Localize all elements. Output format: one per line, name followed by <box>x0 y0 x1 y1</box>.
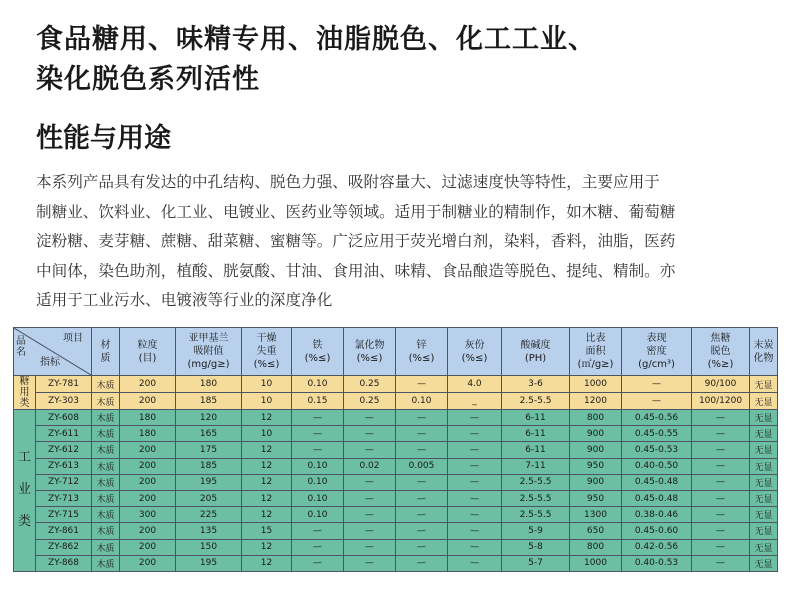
table-cell: — <box>692 539 750 555</box>
table-cell: 0.45-0.48 <box>622 490 692 506</box>
table-cell: 无显 <box>750 393 778 410</box>
table-cell: 800 <box>570 410 622 426</box>
header-text: 材 <box>100 339 111 351</box>
table-cell: — <box>344 523 396 539</box>
table-cell: — <box>448 539 502 555</box>
header-text: (㎡/g≥) <box>577 359 614 370</box>
col-header-iron <box>292 328 344 376</box>
table-cell: 无显 <box>750 555 778 571</box>
header-text: 化物 <box>753 352 774 364</box>
spec-table <box>13 327 778 572</box>
table-cell: 无显 <box>750 539 778 555</box>
table-cell: 无显 <box>750 458 778 474</box>
table-cell: 木质 <box>92 490 120 506</box>
table-cell: 6-11 <box>502 442 570 458</box>
col-header-material <box>92 328 120 376</box>
col-header-drying-loss <box>242 328 292 376</box>
title-line-2: 染化脱色系列活性 <box>36 64 260 95</box>
table-cell: 12 <box>242 458 292 474</box>
table-cell: 180 <box>120 410 176 426</box>
table-cell: 1200 <box>570 393 622 410</box>
header-text: 灰份 <box>464 339 485 351</box>
spec-table-body <box>14 376 778 572</box>
table-cell: 120 <box>176 410 242 426</box>
col-header-particle-size <box>120 328 176 376</box>
table-cell: — <box>692 490 750 506</box>
table-cell: 200 <box>120 376 176 393</box>
table-cell: 0.45-0.55 <box>622 426 692 442</box>
table-cell: 150 <box>176 539 242 555</box>
header-text: 比表 <box>585 333 606 344</box>
table-cell: 15 <box>242 523 292 539</box>
col-header-surface-area <box>570 328 622 376</box>
table-cell: — <box>344 507 396 523</box>
header-text: 焦糖 <box>710 333 731 344</box>
table-row <box>14 474 778 490</box>
table-cell: — <box>292 523 344 539</box>
table-cell: — <box>396 539 448 555</box>
table-cell: — <box>448 490 502 506</box>
col-header-caramel <box>692 328 750 376</box>
table-cell: 12 <box>242 555 292 571</box>
col-header-zinc <box>396 328 448 376</box>
table-cell: 12 <box>242 490 292 506</box>
table-cell: — <box>448 458 502 474</box>
table-cell: 0.005 <box>396 458 448 474</box>
table-cell: — <box>622 376 692 393</box>
table-cell: — <box>396 410 448 426</box>
header-text: 密度 <box>646 346 667 357</box>
table-cell: 165 <box>176 426 242 442</box>
table-cell: 无显 <box>750 442 778 458</box>
header-text: 铁 <box>312 339 323 351</box>
table-cell: 0.15 <box>292 393 344 410</box>
table-cell: 185 <box>176 458 242 474</box>
table-cell: 180 <box>176 376 242 393</box>
table-cell: 225 <box>176 507 242 523</box>
table-cell: — <box>692 523 750 539</box>
table-cell: 200 <box>120 393 176 410</box>
table-cell: — <box>692 555 750 571</box>
table-cell: 0.25 <box>344 393 396 410</box>
col-header-ash <box>448 328 502 376</box>
table-cell: ZY-613 <box>36 458 92 474</box>
table-cell: 900 <box>570 426 622 442</box>
table-cell: 950 <box>570 458 622 474</box>
table-cell: ZY-303 <box>36 393 92 410</box>
header-text: 酸碱度 <box>520 339 551 351</box>
table-row <box>14 523 778 539</box>
table-cell: — <box>292 555 344 571</box>
table-cell: 10 <box>242 426 292 442</box>
group-label-char: 工 <box>17 450 31 466</box>
group-label-char: 用 <box>19 387 30 398</box>
header-text: 亚甲基兰 <box>188 333 229 344</box>
table-cell: 175 <box>176 442 242 458</box>
table-cell: 200 <box>120 490 176 506</box>
table-cell: 300 <box>120 507 176 523</box>
table-cell: 200 <box>120 539 176 555</box>
table-cell: — <box>448 410 502 426</box>
document-title <box>36 20 776 100</box>
table-cell: 12 <box>242 410 292 426</box>
table-cell: 2.5-5.5 <box>502 474 570 490</box>
table-cell: — <box>692 474 750 490</box>
header-text: (%≥) <box>707 359 734 370</box>
table-cell: 200 <box>120 474 176 490</box>
table-cell: — <box>396 523 448 539</box>
table-cell: ZY-715 <box>36 507 92 523</box>
table-cell: — <box>692 507 750 523</box>
table-cell: 200 <box>120 555 176 571</box>
table-cell: ZY-608 <box>36 410 92 426</box>
table-cell: 0.10 <box>396 393 448 410</box>
table-cell: ZY-862 <box>36 539 92 555</box>
table-cell: 木质 <box>92 410 120 426</box>
corner-indicator-label: 指标 <box>40 357 60 368</box>
table-cell: 无显 <box>750 376 778 393</box>
description-paragraph <box>36 168 784 316</box>
table-cell: — <box>692 410 750 426</box>
table-cell: 6-11 <box>502 426 570 442</box>
section-heading: 性能与用途 <box>36 123 171 154</box>
table-row <box>14 490 778 506</box>
table-cell: — <box>396 426 448 442</box>
table-cell: 2.5-5.5 <box>502 490 570 506</box>
col-header-ph <box>502 328 570 376</box>
table-cell: 200 <box>120 442 176 458</box>
table-row <box>14 442 778 458</box>
table-cell: 900 <box>570 474 622 490</box>
header-text: 表现 <box>646 333 667 344</box>
group-label-char: 类 <box>19 398 30 409</box>
table-cell: 0.10 <box>292 458 344 474</box>
header-text: 质 <box>100 352 111 364</box>
table-row <box>14 458 778 474</box>
table-cell: 木质 <box>92 393 120 410</box>
table-cell: 5-8 <box>502 539 570 555</box>
table-cell: 0.10 <box>292 507 344 523</box>
corner-name-label: 品名 <box>16 336 26 358</box>
table-row <box>14 555 778 571</box>
header-text: (%≤) <box>253 359 280 370</box>
description-line: 本系列产品具有发达的中孔结构、脱色力强、吸附容量大、过滤速度快等特性，主要应用于 <box>36 173 660 191</box>
table-cell: 205 <box>176 490 242 506</box>
table-cell: 200 <box>120 458 176 474</box>
table-cell: — <box>692 442 750 458</box>
table-cell: 5-9 <box>502 523 570 539</box>
table-cell: 无显 <box>750 474 778 490</box>
header-text: 粒度 <box>137 339 158 351</box>
table-cell: 0.10 <box>292 490 344 506</box>
table-cell: — <box>396 507 448 523</box>
table-cell: 1000 <box>570 555 622 571</box>
table-cell: 180 <box>120 426 176 442</box>
table-cell: 0.38-0.46 <box>622 507 692 523</box>
header-text: (PH) <box>524 352 547 364</box>
table-cell: 木质 <box>92 458 120 474</box>
table-row <box>14 410 778 426</box>
table-cell: — <box>396 490 448 506</box>
header-text: 锌 <box>416 339 427 351</box>
table-cell: 0.42-0.56 <box>622 539 692 555</box>
table-cell: 10 <box>242 393 292 410</box>
group-label-char: 业 <box>17 482 31 498</box>
corner-header <box>14 328 92 376</box>
header-text: (%≤) <box>461 352 488 364</box>
table-cell: 3-6 <box>502 376 570 393</box>
table-cell: — <box>396 474 448 490</box>
table-cell: 无显 <box>750 523 778 539</box>
table-cell: 木质 <box>92 442 120 458</box>
corner-item-label: 项目 <box>63 333 83 344</box>
table-cell: 无显 <box>750 410 778 426</box>
table-cell: — <box>692 458 750 474</box>
group-label-char: 糖 <box>19 376 30 387</box>
table-cell: — <box>344 490 396 506</box>
header-text: (%≤) <box>304 352 331 364</box>
table-cell: 6-11 <box>502 410 570 426</box>
table-cell: — <box>448 555 502 571</box>
table-cell: 0.45-0.53 <box>622 442 692 458</box>
table-cell: — <box>448 523 502 539</box>
table-cell: — <box>448 474 502 490</box>
table-cell: — <box>292 442 344 458</box>
table-cell: 4.0 <box>448 376 502 393</box>
table-cell: 木质 <box>92 507 120 523</box>
table-cell: — <box>344 474 396 490</box>
table-cell: — <box>396 376 448 393</box>
table-cell: 0.40-0.50 <box>622 458 692 474</box>
table-cell: — <box>292 426 344 442</box>
table-cell: 185 <box>176 393 242 410</box>
table-cell: ZY-781 <box>36 376 92 393</box>
col-header-density <box>622 328 692 376</box>
description-line: 适用于工业污水、电镀液等行业的深度净化 <box>36 291 333 309</box>
table-cell: 950 <box>570 490 622 506</box>
table-cell: 木质 <box>92 523 120 539</box>
table-cell: ZY-712 <box>36 474 92 490</box>
table-cell: 无显 <box>750 490 778 506</box>
table-cell: 135 <box>176 523 242 539</box>
description-line: 淀粉糖、麦芽糖、蔗糖、甜菜糖、蜜糖等。广泛应用于荧光增白剂，染料，香料，油脂，医药 <box>36 232 676 250</box>
table-row <box>14 376 778 393</box>
table-cell: 木质 <box>92 539 120 555</box>
table-cell: 10 <box>242 376 292 393</box>
header-text: (g/cm³) <box>638 359 675 370</box>
description-line: 制糖业、饮料业、化工业、电镀业、医药业等领域。适用于制糖业的精制作，如木糖、葡萄糖 <box>36 202 676 221</box>
table-cell: ZY-612 <box>36 442 92 458</box>
header-text: 干燥 <box>256 333 277 344</box>
table-cell: 0.45-0.56 <box>622 410 692 426</box>
table-cell: 200 <box>120 523 176 539</box>
table-cell: 12 <box>242 442 292 458</box>
table-cell: ZY-713 <box>36 490 92 506</box>
header-text: 脱色 <box>710 346 731 357</box>
table-row <box>14 426 778 442</box>
header-text: 末炭 <box>753 339 774 351</box>
header-text: 氯化物 <box>354 339 385 351</box>
table-cell: — <box>448 442 502 458</box>
header-text: 面积 <box>585 346 606 357</box>
table-cell: — <box>344 426 396 442</box>
header-text: (%≤) <box>408 352 435 364</box>
table-cell: — <box>396 442 448 458</box>
table-cell: — <box>344 410 396 426</box>
table-cell: 12 <box>242 507 292 523</box>
group-label-char: 类 <box>17 514 31 530</box>
col-header-methylene-blue <box>176 328 242 376</box>
table-cell: 0.45-0.60 <box>622 523 692 539</box>
header-text: (mg/g≥) <box>187 359 230 370</box>
table-cell: 90/100 <box>692 376 750 393</box>
table-cell: 无显 <box>750 507 778 523</box>
table-cell: 1300 <box>570 507 622 523</box>
table-cell: 195 <box>176 555 242 571</box>
table-cell: 195 <box>176 474 242 490</box>
header-text: (%≤) <box>356 352 383 364</box>
table-cell: — <box>344 539 396 555</box>
table-cell: 0.10 <box>292 376 344 393</box>
table-cell: 0.25 <box>344 376 396 393</box>
table-cell: 木质 <box>92 555 120 571</box>
table-cell: ZY-861 <box>36 523 92 539</box>
table-cell: 2.5-5.5 <box>502 393 570 410</box>
table-cell: — <box>344 555 396 571</box>
table-cell: 0.10 <box>292 474 344 490</box>
table-cell: 木质 <box>92 474 120 490</box>
table-cell: 2.5-5.5 <box>502 507 570 523</box>
table-cell: — <box>292 410 344 426</box>
group-label <box>14 376 36 410</box>
table-cell: — <box>292 539 344 555</box>
table-cell: 木质 <box>92 426 120 442</box>
table-cell: 12 <box>242 474 292 490</box>
header-text: (目) <box>138 352 157 364</box>
table-cell: 0.40-0.53 <box>622 555 692 571</box>
table-cell: — <box>692 426 750 442</box>
table-cell: — <box>344 442 396 458</box>
table-cell: — <box>622 393 692 410</box>
table-cell: — <box>448 507 502 523</box>
table-cell: 5-7 <box>502 555 570 571</box>
table-cell: 木质 <box>92 376 120 393</box>
title-line-1: 食品糖用、味精专用、油脂脱色、化工工业、 <box>36 24 596 55</box>
col-header-chloride <box>344 328 396 376</box>
table-cell: 0.02 <box>344 458 396 474</box>
table-cell: — <box>448 426 502 442</box>
table-cell: 无显 <box>750 426 778 442</box>
table-row <box>14 393 778 410</box>
table-cell: 900 <box>570 442 622 458</box>
table-cell: 800 <box>570 539 622 555</box>
group-label <box>14 410 36 572</box>
table-cell: — <box>396 555 448 571</box>
table-cell: 0.45-0.48 <box>622 474 692 490</box>
table-cell: ZY-611 <box>36 426 92 442</box>
table-cell: 100/1200 <box>692 393 750 410</box>
table-cell: 7-11 <box>502 458 570 474</box>
table-row <box>14 539 778 555</box>
table-cell: _ <box>448 393 502 410</box>
table-cell: 650 <box>570 523 622 539</box>
col-header-carbide <box>750 328 778 376</box>
table-cell: ZY-868 <box>36 555 92 571</box>
table-cell: 1000 <box>570 376 622 393</box>
table-header-row <box>14 328 778 376</box>
table-row <box>14 507 778 523</box>
table-cell: 12 <box>242 539 292 555</box>
description-line: 中间体，染色助剂，植酸、胱氨酸、甘油、食用油、味精、食品酿造等脱色、提纯、精制。亦 <box>36 261 676 280</box>
header-text: 失重 <box>256 346 277 357</box>
header-text: 吸附值 <box>193 346 224 357</box>
